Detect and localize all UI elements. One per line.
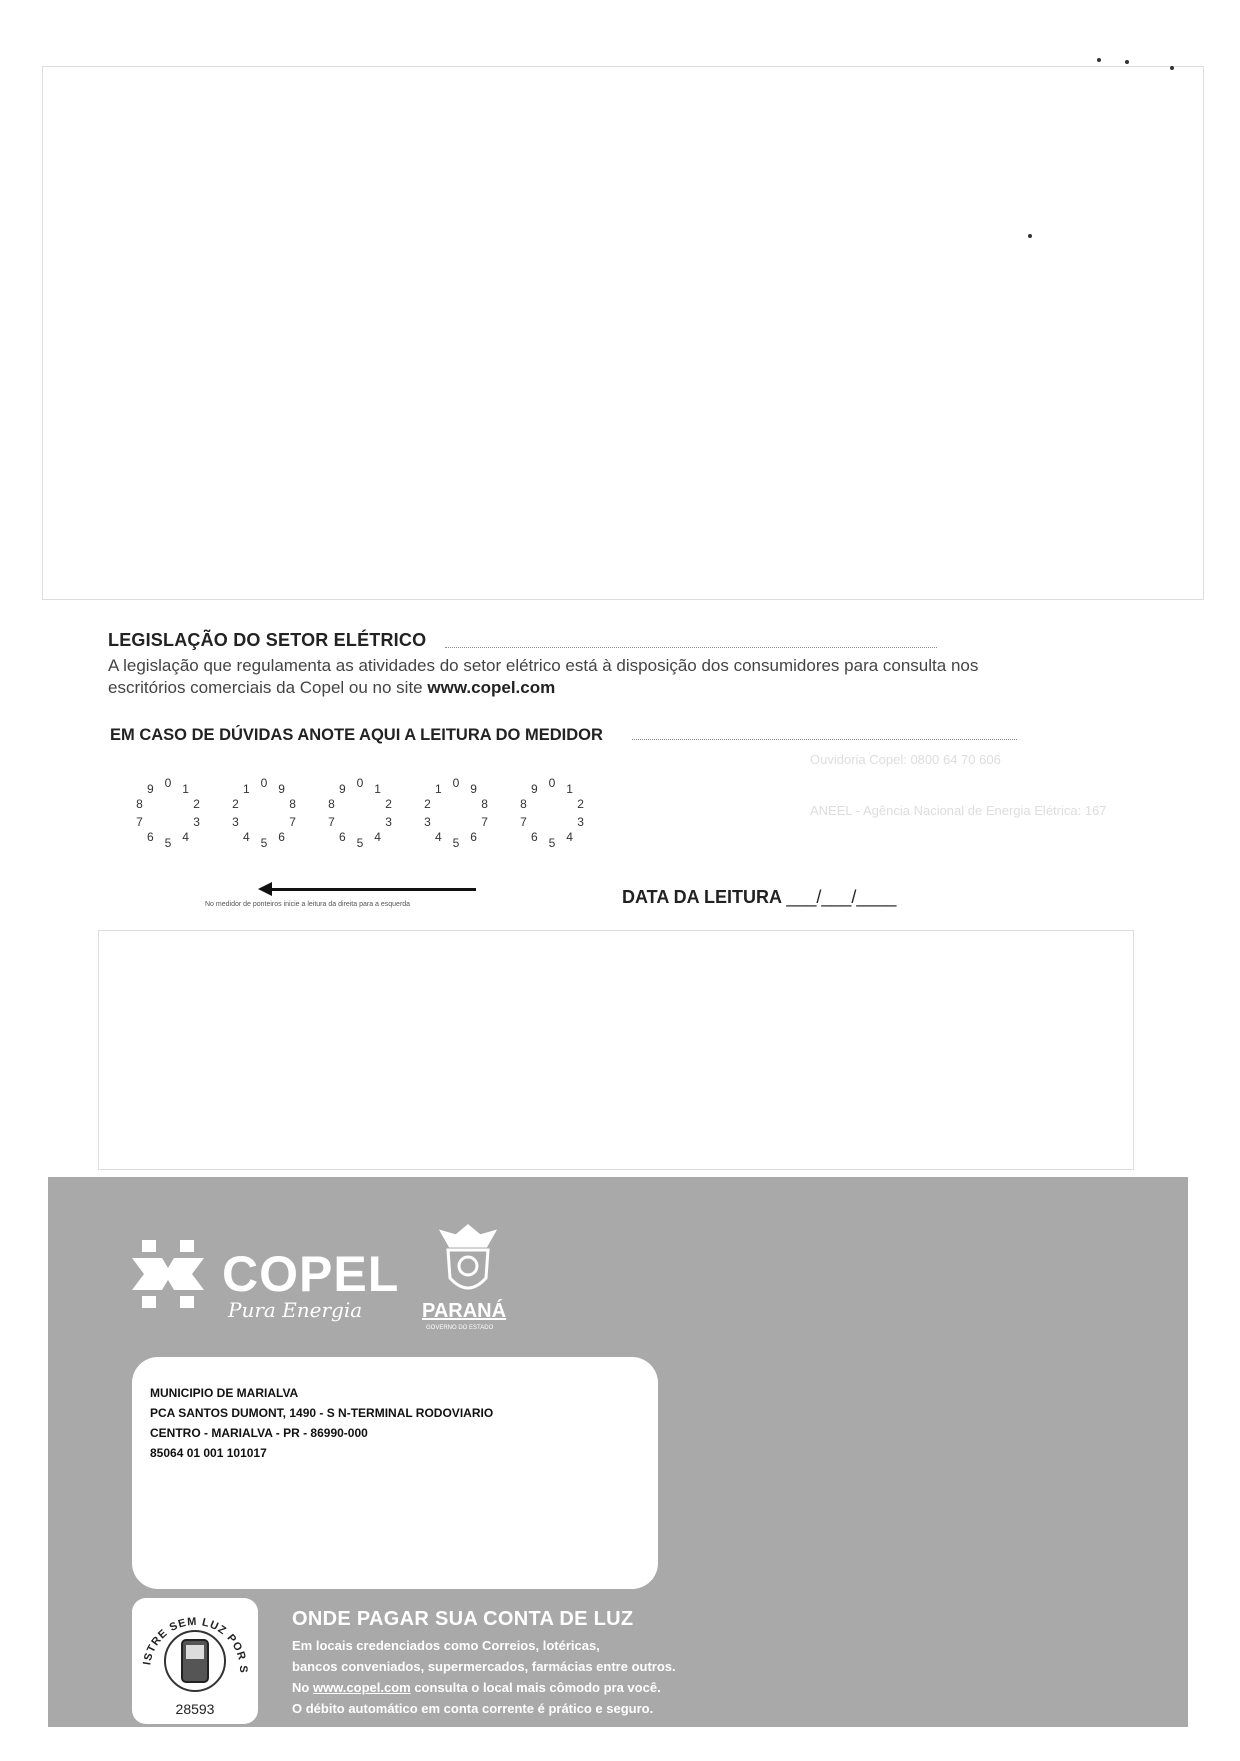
dial-digit: 7 (328, 815, 335, 830)
dial-digit: 2 (232, 796, 239, 811)
onde-pagar-line3-prefix: No (292, 1680, 313, 1695)
dial-digit: 7 (136, 815, 143, 830)
dial-digit: 5 (452, 836, 460, 850)
meter-dial (514, 775, 590, 851)
dial-digit: 1 (374, 781, 381, 796)
copel-name: COPEL (222, 1246, 400, 1302)
dial-digit: 6 (278, 830, 285, 845)
parana-sub: GOVERNO DO ESTADO (426, 1325, 494, 1331)
dial-digit: 1 (243, 781, 250, 796)
dial-digit: 3 (577, 815, 584, 830)
dial-digit: 8 (481, 796, 488, 811)
dial-digit: 5 (164, 836, 172, 850)
onde-pagar-line-4: O débito automático em conta corrente é prático e seguro. (292, 1701, 654, 1716)
copel-slogan: Pura Energia (228, 1298, 363, 1322)
legislacao-text-line2 (108, 677, 1128, 699)
dial-digit: 5 (260, 836, 268, 850)
dial-digit: 6 (147, 830, 154, 845)
ouvidoria-text: Ouvidoria Copel: 0800 64 70 606 (810, 752, 1001, 767)
onde-pagar-site-link[interactable]: www.copel.com (312, 1680, 411, 1695)
address-line-4: 85064 01 001 101017 (150, 1446, 267, 1460)
dial-digit: 7 (481, 815, 488, 830)
aneel-text: ANEEL - Agência Nacional de Energia Elétrica: 167 (810, 803, 1107, 818)
dial-digit: 0 (356, 776, 364, 790)
dial-digit: 4 (435, 830, 442, 845)
meter-dial (130, 775, 206, 851)
dial-digit: 9 (339, 781, 346, 796)
dial-digit: 3 (193, 815, 200, 830)
dial-digit: 1 (435, 781, 442, 796)
dial-digit: 4 (566, 830, 573, 845)
address-line-2: PCA SANTOS DUMONT, 1490 - S N-TERMINAL RODOVIARIO (150, 1406, 494, 1420)
sms-phone-icon (132, 1598, 258, 1724)
dial-digit: 0 (164, 776, 172, 790)
meter-dial (418, 775, 494, 851)
dial-digit: 8 (136, 796, 143, 811)
scan-speck (1125, 60, 1129, 64)
dial-digit: 7 (289, 815, 296, 830)
sms-number: 28593 (175, 1701, 215, 1717)
dial-digit: 0 (452, 776, 460, 790)
dial-digit: 9 (278, 781, 285, 796)
dial-digit: 6 (531, 830, 538, 845)
legislacao-text (108, 655, 1128, 699)
dial-digit: 3 (424, 815, 431, 830)
data-leitura-blank[interactable]: ___/___/____ (786, 887, 897, 907)
scan-speck (1170, 66, 1174, 70)
dial-digit: 2 (385, 796, 392, 811)
copel-site-link[interactable]: www.copel.com (427, 678, 556, 697)
dial-digit: 8 (289, 796, 296, 811)
scan-speck (1097, 58, 1101, 62)
legislacao-text-prefix: escritórios comerciais da Copel ou no site (108, 678, 428, 697)
dial-digit: 9 (147, 781, 154, 796)
dial-digit: 9 (470, 781, 477, 796)
parana-crest-icon (428, 1222, 508, 1302)
legislacao-rule (445, 647, 937, 648)
dial-digit: 1 (566, 781, 573, 796)
data-leitura (622, 887, 896, 908)
dial-digit: 0 (260, 776, 268, 790)
legislacao-title: LEGISLAÇÃO DO SETOR ELÉTRICO (108, 630, 427, 650)
data-leitura-label: DATA DA LEITURA (622, 887, 782, 907)
onde-pagar-line3-suffix: consulta o local mais cômodo pra você. (410, 1680, 661, 1695)
middle-blank-box (98, 930, 1134, 1170)
sms-badge (132, 1598, 258, 1724)
meter-dials (130, 775, 630, 865)
dial-digit: 8 (328, 796, 335, 811)
legislacao-text-line1: A legislação que regulamenta as atividades do setor elétrico está à disposição dos consumidores para consulta nos (108, 656, 979, 675)
arrow-line (270, 888, 476, 891)
onde-pagar-line-2: bancos conveniados, supermercados, farmácias entre outros. (292, 1659, 676, 1674)
parana-name: PARANÁ (422, 1300, 507, 1322)
meter-dial (226, 775, 302, 851)
dial-digit: 4 (243, 830, 250, 845)
meter-dial (322, 775, 398, 851)
top-blank-area (42, 66, 1204, 600)
dial-digit: 3 (385, 815, 392, 830)
duvidas-rule (632, 739, 1017, 740)
sms-top-text: ISTRE SEM LUZ POR S (141, 1615, 250, 1674)
dial-digit: 5 (356, 836, 364, 850)
dial-reading-note: No medidor de ponteiros inicie a leitura da direita para a esquerda (205, 901, 411, 908)
duvidas-title: EM CASO DE DÚVIDAS ANOTE AQUI A LEITURA DO MEDIDOR (110, 726, 603, 744)
dial-digit: 8 (520, 796, 527, 811)
dial-digit: 6 (339, 830, 346, 845)
dial-digit: 7 (520, 815, 527, 830)
dial-digit: 4 (182, 830, 189, 845)
onde-pagar-line-3 (292, 1680, 661, 1695)
copel-logo-icon (132, 1238, 204, 1310)
dial-digit: 9 (531, 781, 538, 796)
scan-speck (1028, 234, 1032, 238)
address-line-3: CENTRO - MARIALVA - PR - 86990-000 (150, 1426, 368, 1440)
onde-pagar-line-1: Em locais credenciados como Correios, lotéricas, (292, 1638, 600, 1653)
dial-digit: 5 (548, 836, 556, 850)
dial-digit: 1 (182, 781, 189, 796)
dial-digit: 2 (424, 796, 431, 811)
dial-digit: 2 (577, 796, 584, 811)
address-line-1: MUNICIPIO DE MARIALVA (150, 1386, 299, 1400)
dial-digit: 0 (548, 776, 556, 790)
dial-digit: 4 (374, 830, 381, 845)
dial-digit: 3 (232, 815, 239, 830)
onde-pagar-title: ONDE PAGAR SUA CONTA DE LUZ (292, 1608, 634, 1630)
dial-digit: 2 (193, 796, 200, 811)
dial-digit: 6 (470, 830, 477, 845)
